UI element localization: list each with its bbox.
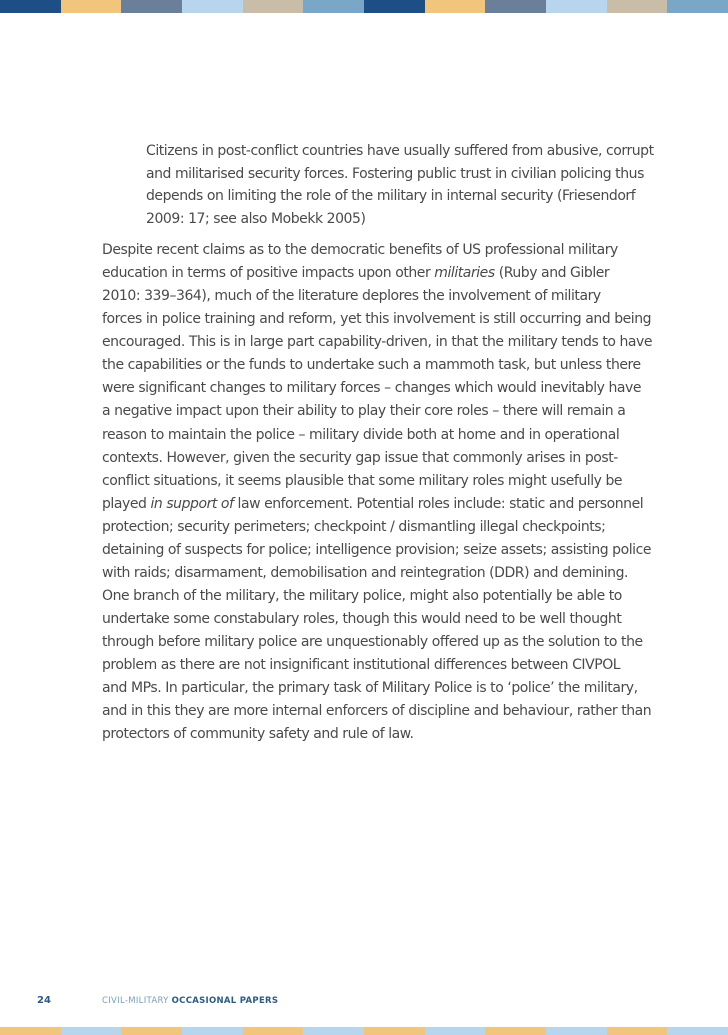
body-line — [102, 493, 644, 516]
body-line: problem as there are not insignificant institutional differences between CIVPOL — [102, 657, 621, 674]
bottom-strip-segment — [425, 1027, 486, 1035]
bottom-strip-segment — [61, 1027, 122, 1035]
top-strip-segment — [243, 0, 304, 13]
body-line: and MPs. In particular, the primary task of Military Police is to ‘police’ the military, — [102, 680, 638, 697]
body-paragraph — [102, 239, 653, 746]
body-line: conflict situations, it seems plausible that some military roles might usefully be — [102, 472, 623, 489]
italic-term: militaries — [434, 265, 495, 282]
body-line: a negative impact upon their ability to play their core roles – there will remain a — [102, 403, 626, 420]
top-strip-segment — [0, 0, 61, 13]
series-title — [102, 996, 278, 1006]
quote-line: 2009: 17; see also Mobekk 2005) — [146, 210, 366, 227]
body-line: were significant changes to military forces – changes which would inevitably have — [102, 380, 642, 397]
top-strip-segment — [364, 0, 425, 13]
bottom-strip-segment — [607, 1027, 668, 1035]
top-strip-segment — [607, 0, 668, 13]
quote-line: Citizens in post-conflict countries have usually suffered from abusive, corrupt — [146, 143, 654, 159]
bottom-strip-segment — [0, 1027, 61, 1035]
body-line: Despite recent claims as to the democratic benefits of US professional military — [102, 242, 618, 258]
top-strip-segment — [546, 0, 607, 13]
body-text-run: education in terms of positive impacts upon other — [102, 265, 435, 282]
body-line: contexts. However, given the security gap issue that commonly arises in post- — [102, 449, 618, 466]
body-line: One branch of the military, the military police, might also potentially be able to — [102, 587, 622, 604]
bottom-strip-segment — [364, 1027, 425, 1035]
body-text-run: played — [102, 495, 151, 512]
quote-line: depends on limiting the role of the military in internal security (Friesendorf — [146, 188, 636, 205]
body-line: encouraged. This is in large part capability-driven, in that the military tends to have — [102, 334, 653, 351]
top-strip-segment — [121, 0, 182, 13]
bottom-strip-segment — [182, 1027, 243, 1035]
bottom-strip-segment — [485, 1027, 546, 1035]
body-text-run: law enforcement. Potential roles include: static and personnel — [233, 495, 644, 512]
body-line — [102, 262, 622, 285]
bottom-strip-segment — [243, 1027, 304, 1035]
bottom-color-strip — [0, 1027, 728, 1035]
bottom-strip-segment — [667, 1027, 728, 1035]
top-strip-segment — [485, 0, 546, 13]
body-line: the capabilities or the funds to undertake such a mammoth task, but unless there — [102, 357, 641, 374]
body-line: detaining of suspects for police; intelligence provision; seize assets; assisting police — [102, 541, 652, 558]
quote-line: and militarised security forces. Fostering public trust in civilian policing thus — [146, 165, 644, 182]
body-line: protection; security perimeters; checkpoint / dismantling illegal checkpoints; — [102, 518, 606, 535]
series-title-part1: CIVIL-MILITARY — [102, 996, 169, 1006]
italic-term: in support of — [150, 495, 234, 512]
top-strip-segment — [61, 0, 122, 13]
top-strip-segment — [303, 0, 364, 13]
body-line: protectors of community safety and rule of law. — [102, 726, 414, 743]
bottom-strip-segment — [121, 1027, 182, 1035]
top-strip-segment — [182, 0, 243, 13]
series-title-part2: OCCASIONAL PAPERS — [171, 996, 279, 1006]
page-number: 24 — [37, 995, 51, 1006]
top-strip-segment — [425, 0, 486, 13]
body-line: undertake some constabulary roles, though this would need to be well thought — [102, 611, 622, 627]
body-line: forces in police training and reform, yet this involvement is still occurring and being — [102, 311, 652, 328]
bottom-strip-segment — [303, 1027, 364, 1035]
body-line: through before military police are unquestionably offered up as the solution to the — [102, 634, 643, 651]
body-line: reason to maintain the police – military divide both at home and in operational — [102, 426, 620, 443]
body-text-run: (Ruby and Gibler — [494, 265, 610, 282]
body-line: and in this they are more internal enforcers of discipline and behaviour, rather than — [102, 703, 652, 720]
top-strip-segment — [667, 0, 728, 13]
top-color-strip — [0, 0, 728, 13]
bottom-strip-segment — [546, 1027, 607, 1035]
block-quote — [146, 140, 654, 230]
page-footer — [0, 992, 728, 1012]
body-line: with raids; disarmament, demobilisation and reintegration (DDR) and demining. — [102, 564, 629, 581]
body-line: 2010: 339–364), much of the literature deplores the involvement of military — [102, 288, 601, 305]
